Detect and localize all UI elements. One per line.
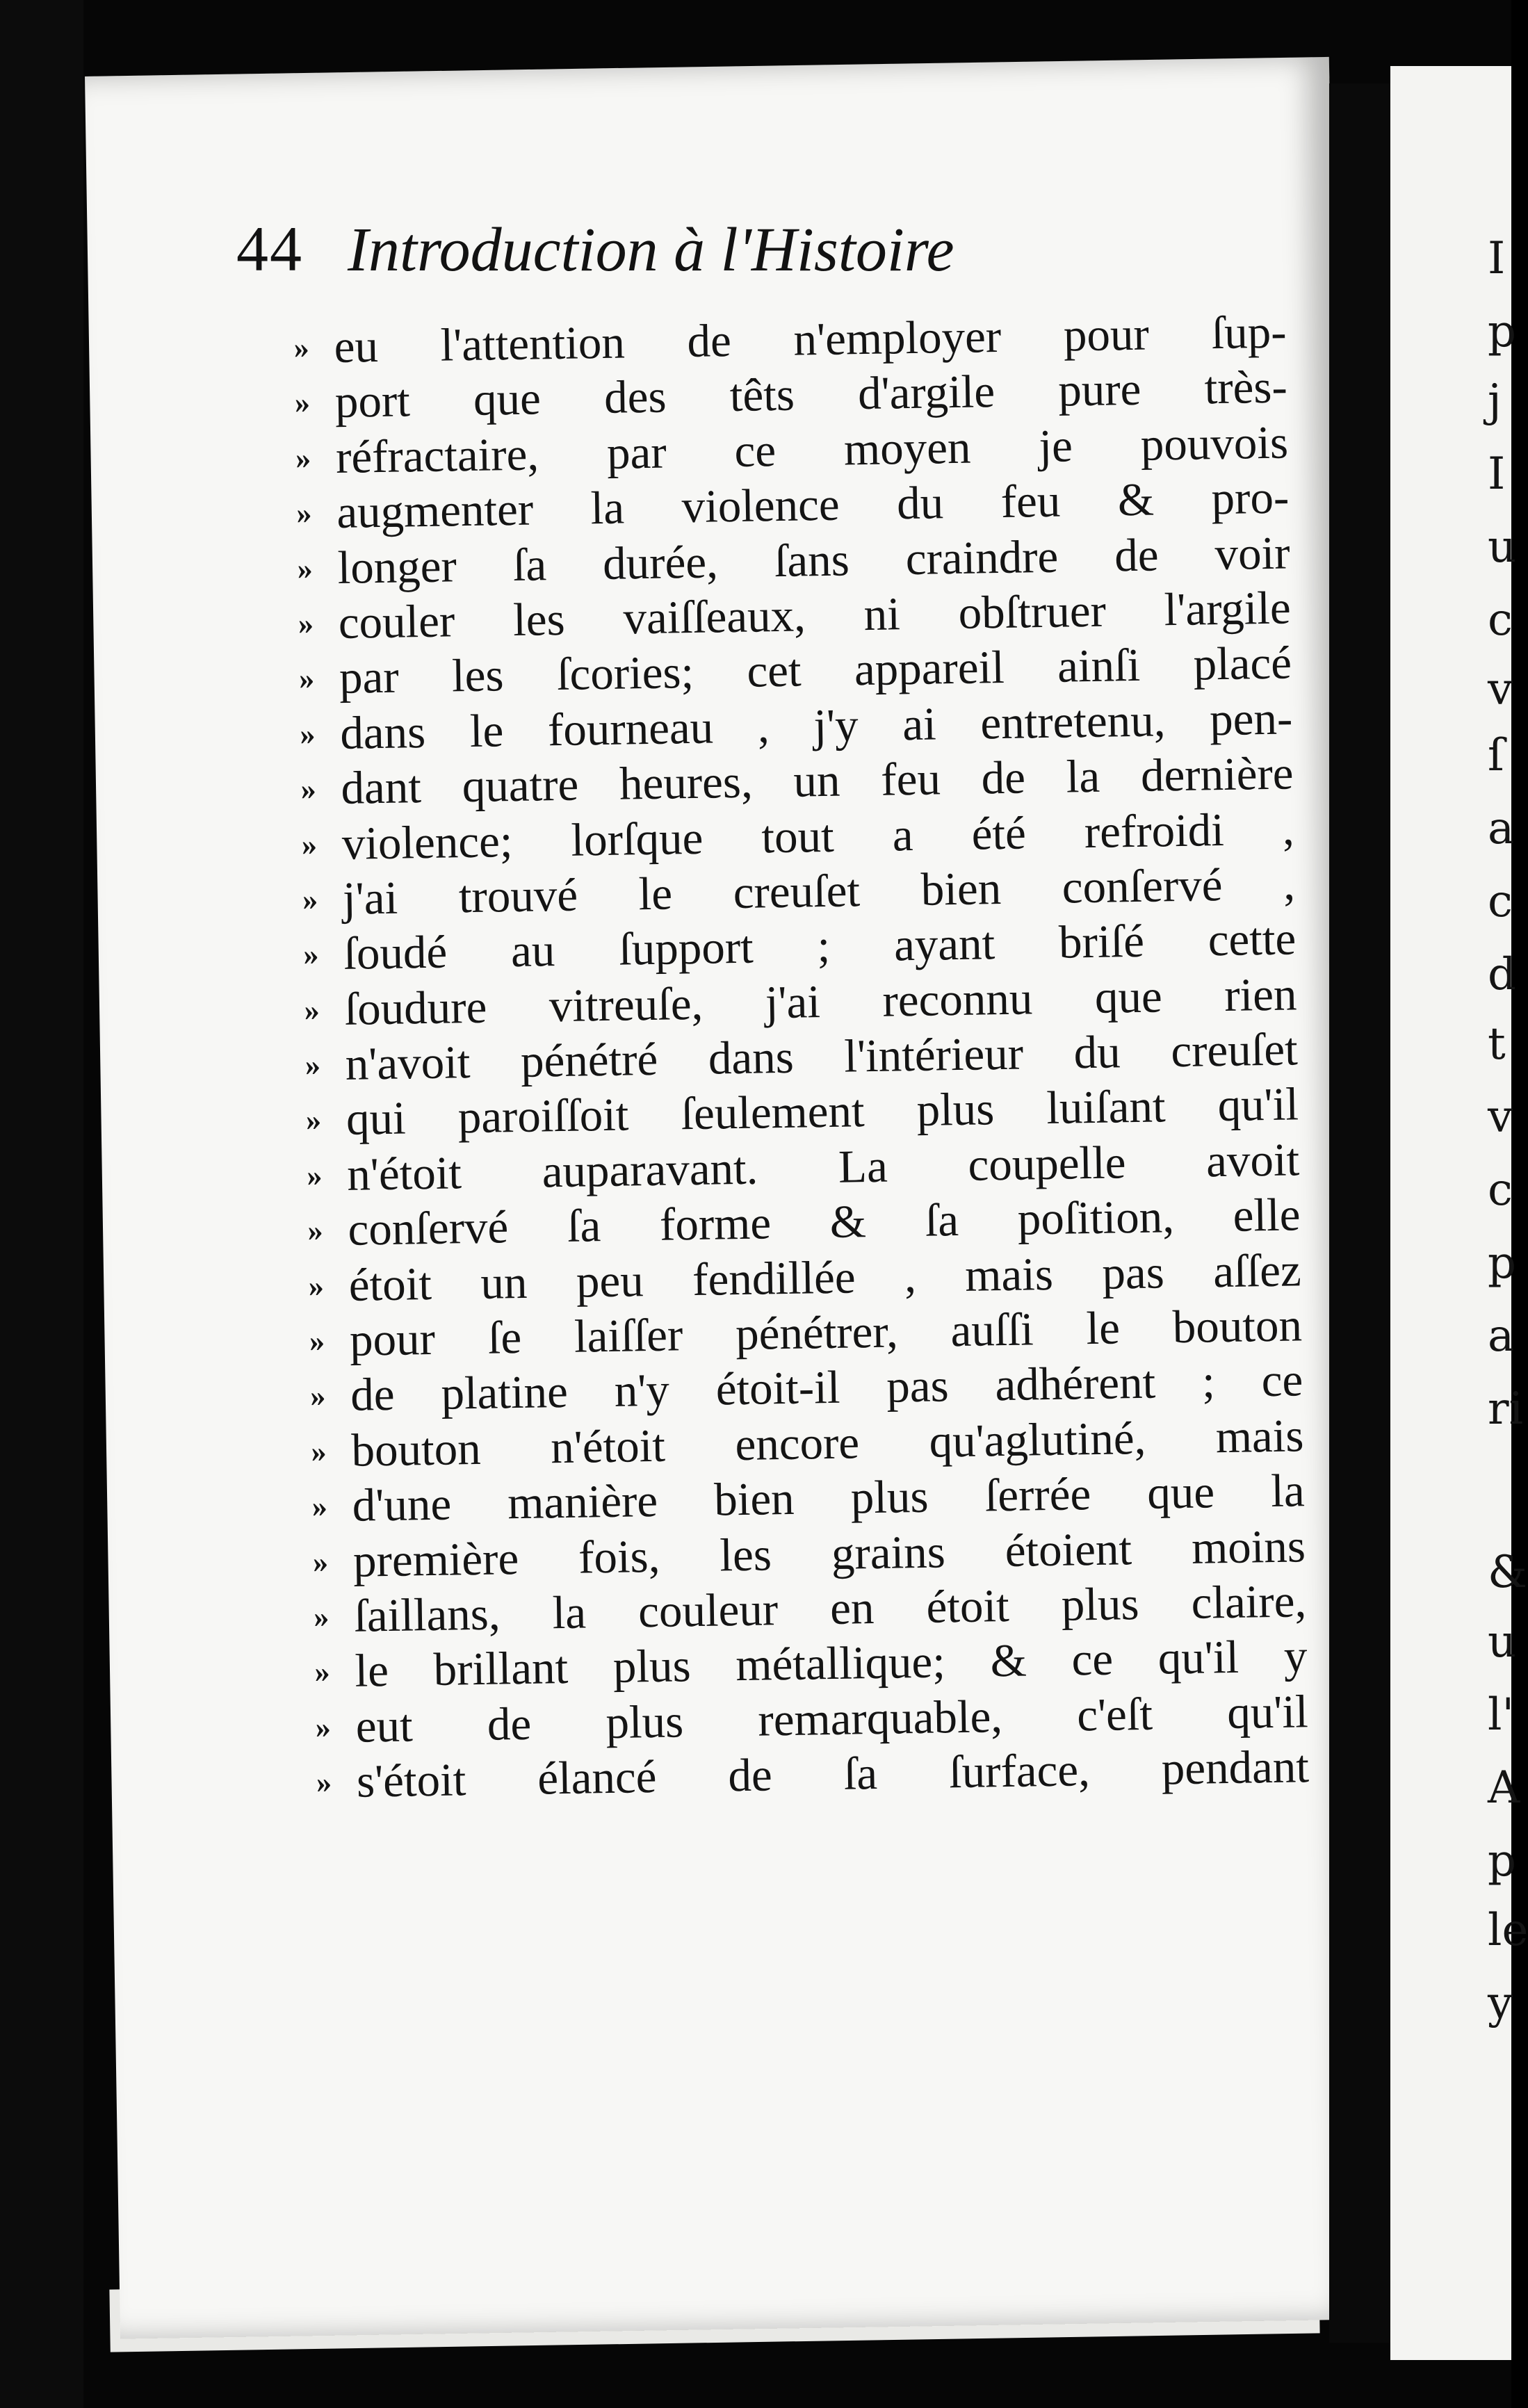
quote-mark: » <box>304 1048 321 1082</box>
facing-page-letter: c <box>1488 594 1513 646</box>
line-text: n'avoit pénétré dans l'intérieur du creuſet <box>345 1023 1299 1090</box>
line-text: longer ſa durée, ſans craindre de voir <box>337 527 1291 594</box>
quote-mark: » <box>314 1654 330 1690</box>
quote-mark: » <box>293 330 310 365</box>
line-text: j'ai trouvé le creuſet bien conſervé , <box>342 858 1296 925</box>
quote-mark: » <box>311 1434 327 1469</box>
quote-mark: » <box>313 1600 330 1634</box>
facing-page-letter: d <box>1488 949 1516 1000</box>
page-number: 44 <box>236 213 303 284</box>
running-title: Introduction à l'Histoire <box>348 215 954 284</box>
quote-mark: » <box>312 1544 329 1579</box>
gutter-shadow <box>1329 83 1392 2343</box>
quote-mark: » <box>295 496 312 531</box>
quote-mark: » <box>315 1710 332 1745</box>
quote-mark: » <box>309 1378 326 1414</box>
line-text: dans le fourneau , j'y ai entretenu, pen- <box>339 692 1293 759</box>
line-text: conſervé ſa forme & ſa poſition, elle <box>347 1189 1301 1256</box>
facing-page-letter: l' <box>1488 1689 1515 1741</box>
facing-page-letter: t <box>1488 1018 1506 1070</box>
quote-mark: » <box>305 1103 322 1138</box>
quote-mark: » <box>308 1269 325 1303</box>
line-text: par les ſcories; cet appareil ainſi placé <box>339 637 1292 704</box>
facing-page-letter: y <box>1488 1978 1513 2029</box>
quote-mark: » <box>298 606 314 641</box>
facing-page-letter: v <box>1488 1091 1513 1143</box>
line-text: n'étoit auparavant. La coupelle avoit <box>346 1134 1300 1201</box>
quote-mark: » <box>295 441 311 475</box>
facing-page-letter: u <box>1488 521 1517 573</box>
quote-mark: » <box>302 937 319 973</box>
running-head <box>236 212 1279 286</box>
facing-page-letter: A <box>1488 1762 1520 1814</box>
quote-mark: » <box>299 717 316 751</box>
facing-page-letter: j <box>1488 375 1502 427</box>
facing-page-letter: ri <box>1488 1383 1524 1435</box>
facing-page-letter: & <box>1488 1547 1527 1598</box>
facing-page <box>1390 66 1528 2360</box>
line-text: couler les vaiſſeaux, ni obſtruer l'argile <box>338 582 1292 649</box>
facing-page-letter: a <box>1488 1310 1515 1362</box>
quote-mark: » <box>304 993 320 1027</box>
quote-mark: » <box>306 1158 323 1193</box>
line-text: violence; lorſque tout a été refroidi , <box>341 802 1295 870</box>
line-text: réfractaire, par ce moyen je pouvois <box>335 416 1289 483</box>
line-text: étoit un peu fendillée , mais pas aſſez <box>348 1244 1302 1311</box>
quote-mark: » <box>316 1765 332 1800</box>
line-text: ſaillans, la couleur en étoit plus claire, <box>353 1575 1307 1642</box>
facing-page-letter: I <box>1488 233 1506 284</box>
quote-mark: » <box>309 1324 325 1358</box>
line-text: le brillant plus métallique; & ce qu'il y <box>354 1630 1308 1698</box>
quote-mark: » <box>302 882 318 917</box>
facing-page-letter: c <box>1488 1164 1513 1216</box>
facing-page-letter: le <box>1488 1905 1528 1956</box>
facing-page-letter: I <box>1488 448 1506 500</box>
facing-page-letter: u <box>1488 1616 1517 1668</box>
body-text <box>293 304 1310 1809</box>
line-text: port que des têts d'argile pure très- <box>334 361 1288 428</box>
quote-mark: » <box>311 1489 328 1524</box>
line-text: première fois, les grains étoient moins <box>352 1520 1306 1587</box>
quote-mark: » <box>300 772 316 806</box>
line-text: dant quatre heures, un feu de la dernière <box>341 747 1294 815</box>
line-text: pour ſe laiſſer pénétrer, auſſi le bouton <box>349 1299 1303 1366</box>
facing-page-letter: ſ <box>1488 730 1504 781</box>
line-text: d'une manière bien plus ſerrée que la <box>352 1465 1306 1531</box>
line-text: s'étoit élancé de ſa ſurface, pendant <box>356 1741 1310 1807</box>
facing-page-letter: p <box>1488 306 1516 357</box>
quote-mark: » <box>298 661 315 697</box>
quote-mark: » <box>301 827 318 862</box>
facing-page-letter: p <box>1488 1835 1516 1887</box>
binding-shadow <box>0 0 83 2408</box>
line-text: bouton n'étoit encore qu'aglutiné, mais <box>350 1410 1304 1476</box>
line-text: ſoudure vitreuſe, j'ai reconnu que rien <box>343 968 1297 1035</box>
line-text: qui paroiſſoit ſeulement plus luiſant qu'il <box>346 1078 1299 1146</box>
facing-page-letter: a <box>1488 803 1515 854</box>
facing-page-letter: p <box>1488 1237 1516 1289</box>
quote-mark: » <box>297 551 313 586</box>
facing-page-letter: v <box>1488 664 1513 715</box>
line-text: ſoudé au ſupport ; ayant briſé cette <box>343 913 1297 980</box>
line-text: eu l'attention de n'employer pour ſup- <box>334 306 1287 373</box>
line-text: augmenter la violence du feu & pro- <box>336 471 1290 539</box>
line-text: de platine n'y étoit-il pas adhérent ; ce <box>350 1354 1303 1422</box>
facing-page-letter: c <box>1488 876 1513 927</box>
quote-mark: » <box>294 385 311 421</box>
line-text: eut de plus remarquable, c'eſt qu'il <box>355 1686 1309 1752</box>
quote-mark: » <box>307 1213 323 1248</box>
